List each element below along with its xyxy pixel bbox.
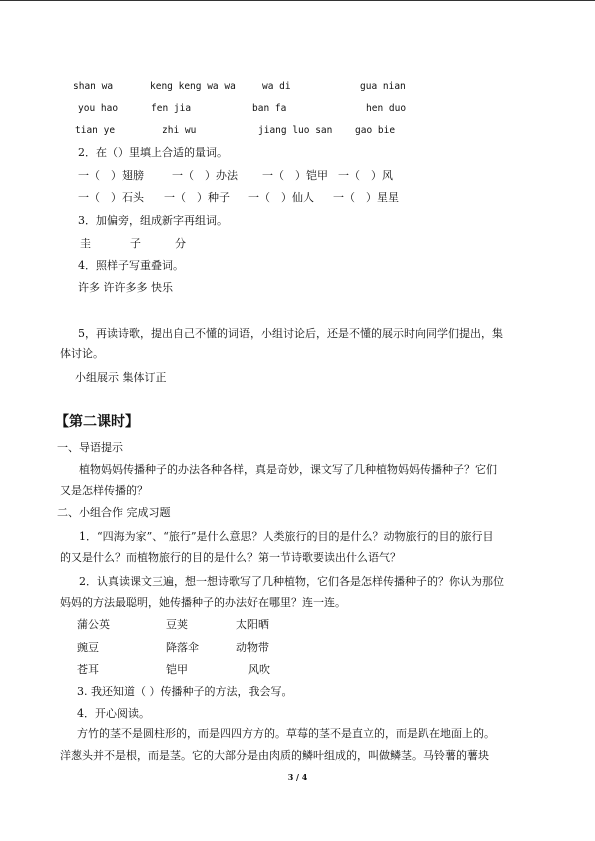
exercise-2-cont: 妈妈的方法最聪明，她传播种子的办法好在哪里？连一连。 <box>60 596 346 609</box>
pinyin-item: keng keng wa wa <box>150 81 236 92</box>
measure-word-item: 一（ ）翅膀 <box>78 169 144 182</box>
pinyin-item: fen jia <box>151 103 192 114</box>
question-4-example: 许多 许许多多 快乐 <box>78 281 173 294</box>
measure-word-item: 一（ ）种子 <box>164 191 230 204</box>
plant-name: 豌豆 <box>77 641 99 654</box>
measure-word-item: 一（ ）石头 <box>78 191 144 204</box>
exercise-4: 4．开心阅读。 <box>77 707 150 720</box>
exercise-2: 2．认真读课文三遍，想一想诗歌写了几种植物，它们各是怎样传播种子的？你认为那位 <box>79 575 504 588</box>
plant-method: 铠甲 <box>166 663 188 676</box>
pinyin-item: zhi wu <box>162 125 197 136</box>
pinyin-item: wa di <box>262 81 291 92</box>
spread-way: 风吹 <box>248 663 270 676</box>
radical-char: 分 <box>175 237 186 250</box>
measure-word-item: 一（ ）风 <box>338 169 393 182</box>
intro-title: 一、导语提示 <box>57 441 123 454</box>
page-number: 3 / 4 <box>287 772 308 782</box>
pinyin-item: jiang luo san <box>258 125 333 136</box>
plant-method: 豆荚 <box>166 618 188 631</box>
header-rule <box>0 0 595 1</box>
lesson-heading: 【第二课时】 <box>55 414 139 430</box>
pinyin-item: shan wa <box>73 81 114 92</box>
pinyin-item: hen duo <box>366 103 407 114</box>
spread-way: 动物带 <box>236 641 269 654</box>
intro-text-cont: 又是怎样传播的？ <box>60 484 148 497</box>
reading-text: 方竹的茎不是圆柱形的，而是四四方方的。草莓的茎不是直立的，而是趴在地面上的。 <box>77 727 495 740</box>
intro-text: 植物妈妈传播种子的办法各种各样，真是奇妙，课文写了几种植物妈妈传播种子？它们 <box>79 463 497 476</box>
plant-name: 蒲公英 <box>77 618 110 631</box>
pinyin-item: tian ye <box>75 125 116 136</box>
measure-word-item: 一（ ）铠甲 <box>262 169 328 182</box>
measure-word-item: 一（ ）办法 <box>172 169 238 182</box>
pinyin-item: you hao <box>78 103 119 114</box>
exercise-1-cont: 的又是什么？而植物旅行的目的是什么？第一节诗歌要读出什么语气？ <box>60 551 401 564</box>
pinyin-item: gao bie <box>355 125 396 136</box>
reading-text-cont: 洋葱头并不是根，而是茎。它的大部分是由肉质的鳞叶组成的，叫做鳞茎。马铃薯的薯块 <box>60 749 489 762</box>
group-work-title: 二、小组合作 完成习题 <box>57 506 171 519</box>
pinyin-item: gua nian <box>360 81 406 92</box>
question-4: 4．照样子写重叠词。 <box>78 259 184 272</box>
plant-method: 降落伞 <box>166 641 199 654</box>
pinyin-item: ban fa <box>252 103 287 114</box>
question-5: 5，再读诗歌，提出自己不懂的词语，小组讨论后，还是不懂的展示时向同学们提出，集 <box>78 327 503 340</box>
spread-way: 太阳晒 <box>236 618 269 631</box>
radical-char: 圭 <box>80 237 91 250</box>
radical-char: 子 <box>130 237 141 250</box>
exercise-1: 1．“四海为家”、“旅行”是什么意思？人类旅行的目的是什么？动物旅行的目的旅行目 <box>79 530 494 543</box>
measure-word-item: 一（ ）仙人 <box>248 191 314 204</box>
plant-name: 苍耳 <box>77 663 99 676</box>
group-note: 小组展示 集体订正 <box>75 371 167 384</box>
question-5-cont: 体讨论。 <box>60 347 104 360</box>
question-3: 3．加偏旁，组成新字再组词。 <box>78 214 228 227</box>
exercise-3: 3. 我还知道（ ）传播种子的方法，我会写。 <box>77 685 293 698</box>
measure-word-item: 一（ ）星星 <box>333 191 399 204</box>
question-2: 2．在（）里填上合适的量词。 <box>78 146 228 159</box>
